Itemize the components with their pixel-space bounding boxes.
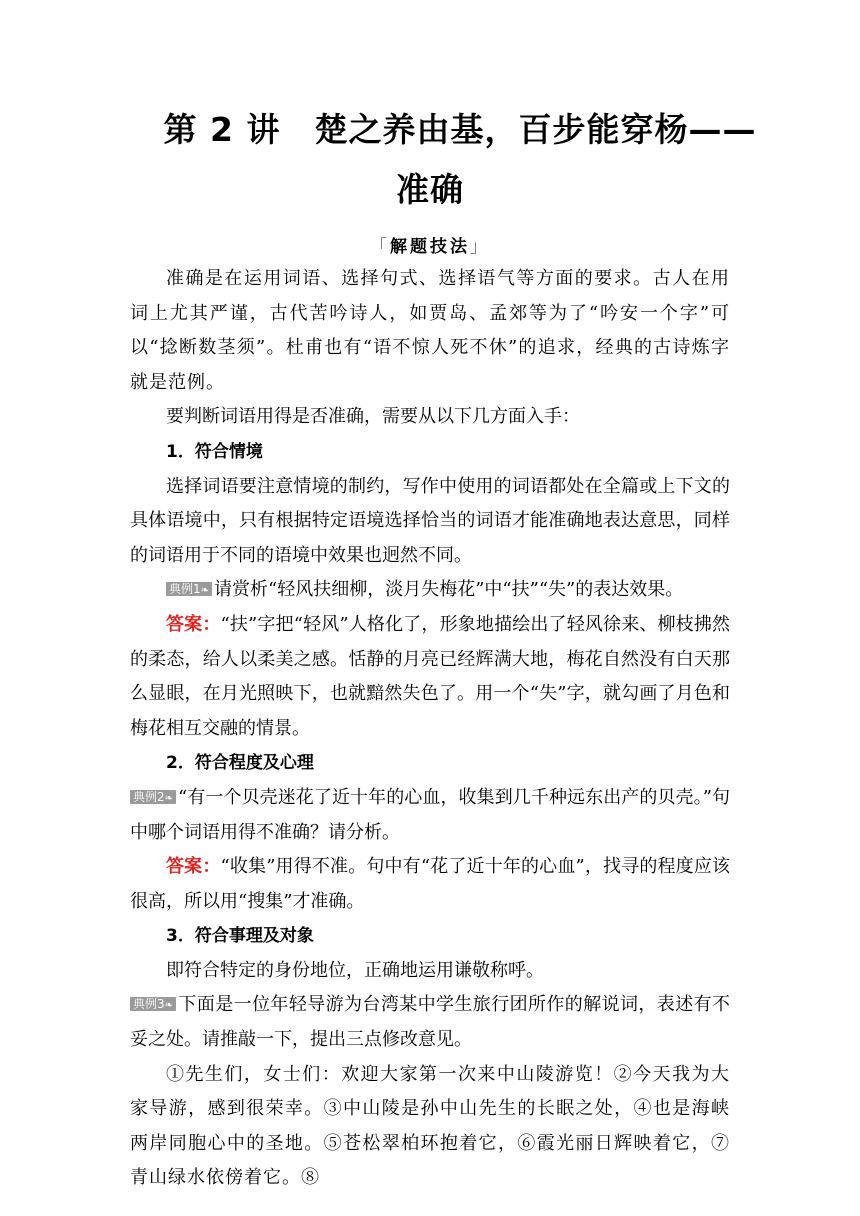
example-badge-icon	[166, 582, 212, 596]
section-body-1: 选择词语要注意情境的制约，写作中使用的词语都处在全篇或上下文的具体语境中，只有根据特定语境选择恰当的词语才能准确地表达意思，同样的词语用于不同的语境中效果也迥然不同。	[130, 475, 730, 566]
intro-lead-paragraph: 要判断词语用得是否准确，需要从以下几方面入手：	[166, 406, 580, 428]
answer-2	[130, 850, 730, 919]
example-text: 请赏析“轻风扶细柳，淡月失梅花”中“扶”“失”的表达效果。	[214, 579, 684, 601]
leaf-icon: ❧	[200, 585, 210, 597]
article-body	[130, 262, 730, 1196]
answer-label: 答案：	[166, 856, 221, 878]
intro-paragraph: 准确是在运用词语、选择句式、选择语气等方面的要求。古人在用词上尤其严谨，古代苦吟诗人，如贾岛、孟郊等为了“吟安一个字”可以“捻断数茎须”。杜甫也有“语不惊人死不休”的追求，经典的古诗炼字就是范例。	[130, 268, 730, 393]
example-2	[130, 781, 730, 850]
answer-text: “收集”用得不准。句中有“花了近十年的心血”，找寻的程度应该很高，所以用“搜集”才准确。	[130, 856, 731, 912]
section-body-3: 即符合特定的身份地位，正确地运用谦敬称呼。	[166, 959, 544, 981]
section-heading-2: 2．符合程度及心理	[166, 753, 314, 774]
section-tag-close-bracket: 」	[470, 237, 490, 257]
example-text: “有一个贝壳迷花了近十年的心血，收集到几千种远东出产的贝壳。”句中哪个词语用得不准确？请分析。	[130, 786, 730, 843]
example-3	[130, 988, 730, 1057]
example-badge-label: 典例3	[133, 997, 165, 1012]
leaf-icon: ❧	[164, 1000, 174, 1012]
section-tag	[0, 232, 860, 257]
section-heading-3: 3．符合事理及对象	[166, 926, 314, 947]
section-heading-1: 1．符合情境	[166, 441, 263, 462]
answer-1	[130, 608, 730, 746]
example-1	[130, 573, 730, 608]
answer-label: 答案：	[166, 613, 221, 635]
answer-text: “扶”字把“轻风”人格化了，形象地描绘出了轻风徐来、柳枝拂然的柔态，给人以柔美之感。恬静的月亮已经辉满大地，梅花自然没有白天那么显眼，在月光照映下，也就黯然失色了。用一个“失”字，就勾画了月色和梅花相互交融的情景。	[130, 613, 731, 739]
leaf-icon: ❧	[164, 792, 174, 804]
section-tag-open-bracket: 「	[370, 237, 390, 257]
page-title-line1: 第 2 讲 楚之养由基，百步能穿杨——	[163, 110, 757, 149]
section-tag-label: 解题技法	[390, 237, 470, 257]
page-title-line2: 准确	[396, 170, 464, 209]
example-badge-label: 典例1	[169, 582, 201, 597]
example-text: 下面是一位年轻导游为台湾某中学生旅行团所作的解说词，表述有不妥之处。请推敲一下，提出三点修改意见。	[130, 994, 730, 1051]
example-badge-icon	[130, 790, 176, 804]
example-badge-label: 典例2	[133, 789, 165, 804]
example-badge-icon	[130, 997, 176, 1011]
passage-3: ①先生们，女士们：欢迎大家第一次来中山陵游览！②今天我为大家导游，感到很荣幸。③中山陵是孙中山先生的长眠之处，④也是海峡两岸同胞心中的圣地。⑤苍松翠柏环抱着它，⑥霞光丽日辉映着它，⑦青山绿水依傍着它。⑧	[130, 1063, 730, 1189]
